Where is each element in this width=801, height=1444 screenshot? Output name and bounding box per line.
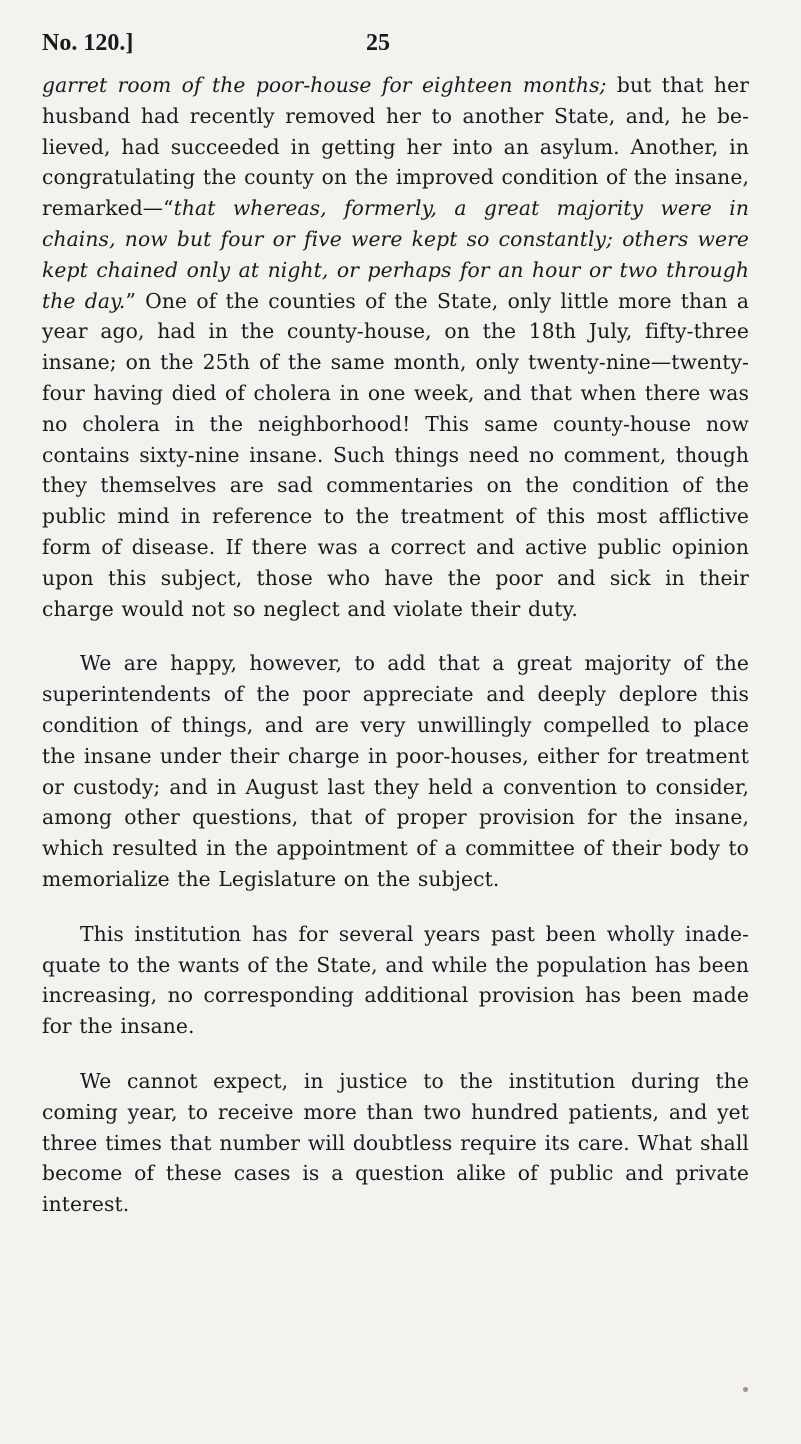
paragraph-1: [42, 70, 749, 624]
text-segment: that whereas, formerly, a great majority were in chains, now but four or five were kept so constantly; others were kept chained only at night, or perhaps for an hour or two through the day.: [42, 196, 749, 313]
text-segment: We cannot expect, in justice to the institution during the coming year, to receive more than two hundred patients, and yet three times that number will doubtless require its care. What shall become of these cases is a question alike of public and private interest.: [42, 1068, 749, 1217]
text-segment: garret room of the poor-house for eighteen months;: [42, 73, 607, 97]
paper-speck: [743, 1387, 748, 1392]
page-header: [42, 30, 749, 70]
text-segment: ” One of the counties of the State, only little more than a year ago, had in the county-house, on the 18th July, fifty-three insane; on the 25th of the same month, only twenty-nine—twenty-four having died of cholera in one week, and that when there was no cholera in the neighborhood! This same county-house now contains sixty-nine insane. Such things need no comment, though they themselves are sad commentaries on the condition of the public mind in reference to the treatment of this most afflictive form of disease. If there was a correct and active public opinion upon this subject, those who have the poor and sick in their charge would not so neglect and violate their duty.: [42, 288, 750, 621]
text-segment: We are happy, however, to add that a great majority of the superintendents of the poor appreciate and deeply deplore this condition of things, and are very unwillingly compelled to place the insane under their charge in poor-houses, either for treatment or custody; and in August last they held a convention to consider, among other questions, that of proper provision for the insane, which resulted in the appointment of a committee of their body to memorialize the Legislature on the subject.: [42, 651, 749, 891]
text-segment: This institution has for several years past been wholly inadequate to the wants of the State, and while the population has been increasing, no corresponding additional provision has been made for the insane.: [42, 921, 749, 1039]
paragraph-4: [42, 1066, 749, 1220]
paragraph-3: [42, 919, 749, 1042]
text-segment: but that her husband had recently removed her to another State, and, he believed, had succeeded in getting her into an asylum. Another, in congratulating the county on the improved condition of the insane, remarked—“: [42, 73, 749, 221]
document-number: No. 120.]: [42, 30, 134, 56]
page-number: 25: [366, 30, 390, 56]
body-text: [42, 70, 749, 1220]
paragraph-2: [42, 648, 749, 894]
